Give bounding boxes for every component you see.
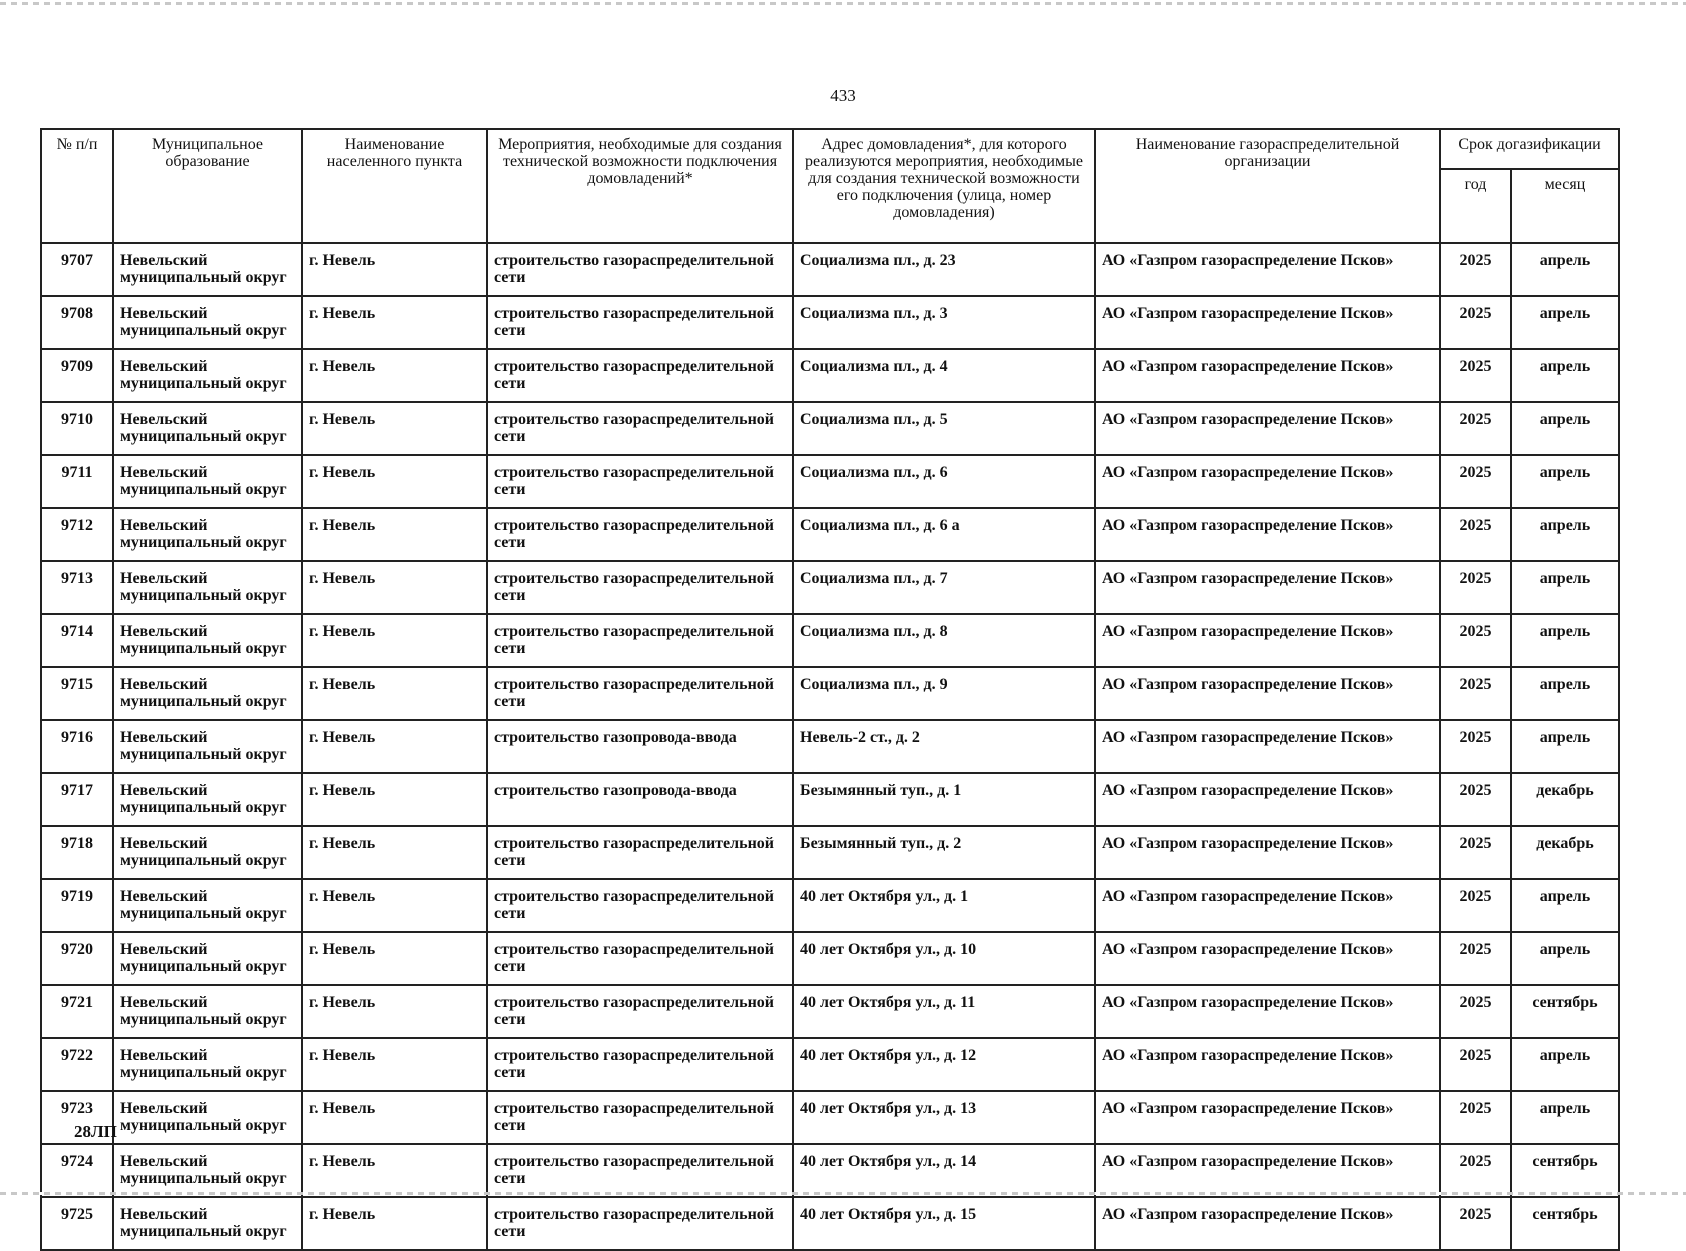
- header-month: месяц: [1511, 169, 1619, 243]
- address-cell: Социализма пл., д. 7: [793, 561, 1095, 614]
- table-row: [41, 1091, 1619, 1144]
- measure-cell: строительство газораспределительной сети: [487, 1091, 793, 1144]
- measure-cell: строительство газораспределительной сети: [487, 879, 793, 932]
- year-cell: 2025: [1440, 879, 1511, 932]
- row-number: 9712: [41, 508, 113, 561]
- gasification-table: [40, 128, 1620, 1251]
- table-row: [41, 614, 1619, 667]
- address-cell: 40 лет Октября ул., д. 1: [793, 879, 1095, 932]
- settlement-cell: г. Невель: [302, 826, 487, 879]
- row-number: 9711: [41, 455, 113, 508]
- year-cell: 2025: [1440, 296, 1511, 349]
- settlement-cell: г. Невель: [302, 243, 487, 296]
- settlement-cell: г. Невель: [302, 1091, 487, 1144]
- year-cell: 2025: [1440, 932, 1511, 985]
- month-cell: сентябрь: [1511, 985, 1619, 1038]
- municipality-cell: Невельский муниципальный округ: [113, 932, 302, 985]
- organization-cell: АО «Газпром газораспределение Псков»: [1095, 455, 1440, 508]
- month-cell: апрель: [1511, 402, 1619, 455]
- settlement-cell: г. Невель: [302, 932, 487, 985]
- month-cell: декабрь: [1511, 826, 1619, 879]
- municipality-cell: Невельский муниципальный округ: [113, 349, 302, 402]
- measure-cell: строительство газораспределительной сети: [487, 508, 793, 561]
- municipality-cell: Невельский муниципальный округ: [113, 1038, 302, 1091]
- month-cell: апрель: [1511, 614, 1619, 667]
- measure-cell: строительство газораспределительной сети: [487, 667, 793, 720]
- header-settlement: Наименование населенного пункта: [302, 129, 487, 243]
- row-number: 9720: [41, 932, 113, 985]
- settlement-cell: г. Невель: [302, 349, 487, 402]
- year-cell: 2025: [1440, 455, 1511, 508]
- table-row: [41, 508, 1619, 561]
- month-cell: апрель: [1511, 932, 1619, 985]
- organization-cell: АО «Газпром газораспределение Псков»: [1095, 614, 1440, 667]
- table-row: [41, 879, 1619, 932]
- address-cell: Социализма пл., д. 3: [793, 296, 1095, 349]
- organization-cell: АО «Газпром газораспределение Псков»: [1095, 296, 1440, 349]
- header-organization: Наименование газораспределительной организации: [1095, 129, 1440, 243]
- address-cell: 40 лет Октября ул., д. 10: [793, 932, 1095, 985]
- row-number: 9718: [41, 826, 113, 879]
- month-cell: сентябрь: [1511, 1144, 1619, 1197]
- address-cell: Социализма пл., д. 8: [793, 614, 1095, 667]
- measure-cell: строительство газораспределительной сети: [487, 1144, 793, 1197]
- year-cell: 2025: [1440, 667, 1511, 720]
- row-number: 9725: [41, 1197, 113, 1250]
- measure-cell: строительство газораспределительной сети: [487, 561, 793, 614]
- month-cell: апрель: [1511, 349, 1619, 402]
- settlement-cell: г. Невель: [302, 773, 487, 826]
- row-number: 9708: [41, 296, 113, 349]
- table-row: [41, 773, 1619, 826]
- month-cell: апрель: [1511, 1091, 1619, 1144]
- row-number: 9717: [41, 773, 113, 826]
- address-cell: Безымянный туп., д. 2: [793, 826, 1095, 879]
- address-cell: 40 лет Октября ул., д. 14: [793, 1144, 1095, 1197]
- municipality-cell: Невельский муниципальный округ: [113, 296, 302, 349]
- organization-cell: АО «Газпром газораспределение Псков»: [1095, 826, 1440, 879]
- address-cell: 40 лет Октября ул., д. 13: [793, 1091, 1095, 1144]
- year-cell: 2025: [1440, 349, 1511, 402]
- table-row: [41, 1038, 1619, 1091]
- year-cell: 2025: [1440, 402, 1511, 455]
- header-year: год: [1440, 169, 1511, 243]
- organization-cell: АО «Газпром газораспределение Псков»: [1095, 667, 1440, 720]
- header-no: № п/п: [41, 129, 113, 243]
- address-cell: 40 лет Октября ул., д. 12: [793, 1038, 1095, 1091]
- year-cell: 2025: [1440, 1144, 1511, 1197]
- measure-cell: строительство газораспределительной сети: [487, 826, 793, 879]
- year-cell: 2025: [1440, 720, 1511, 773]
- measure-cell: строительство газораспределительной сети: [487, 243, 793, 296]
- scan-edge-bottom: [0, 1192, 1686, 1195]
- row-number: 9721: [41, 985, 113, 1038]
- table-row: [41, 667, 1619, 720]
- municipality-cell: Невельский муниципальный округ: [113, 1197, 302, 1250]
- settlement-cell: г. Невель: [302, 1144, 487, 1197]
- settlement-cell: г. Невель: [302, 1038, 487, 1091]
- month-cell: апрель: [1511, 667, 1619, 720]
- month-cell: декабрь: [1511, 773, 1619, 826]
- table-row: [41, 561, 1619, 614]
- year-cell: 2025: [1440, 826, 1511, 879]
- table-header: [41, 129, 1619, 243]
- measure-cell: строительство газораспределительной сети: [487, 985, 793, 1038]
- address-cell: Безымянный туп., д. 1: [793, 773, 1095, 826]
- municipality-cell: Невельский муниципальный округ: [113, 561, 302, 614]
- measure-cell: строительство газопровода-ввода: [487, 720, 793, 773]
- month-cell: апрель: [1511, 296, 1619, 349]
- measure-cell: строительство газораспределительной сети: [487, 349, 793, 402]
- address-cell: Социализма пл., д. 6: [793, 455, 1095, 508]
- table-row: [41, 1144, 1619, 1197]
- municipality-cell: Невельский муниципальный округ: [113, 667, 302, 720]
- year-cell: 2025: [1440, 508, 1511, 561]
- address-cell: 40 лет Октября ул., д. 15: [793, 1197, 1095, 1250]
- address-cell: Социализма пл., д. 5: [793, 402, 1095, 455]
- organization-cell: АО «Газпром газораспределение Псков»: [1095, 720, 1440, 773]
- year-cell: 2025: [1440, 614, 1511, 667]
- year-cell: 2025: [1440, 243, 1511, 296]
- header-address: Адрес домовладения*, для которого реализуются мероприятия, необходимые для создания технической возможности его подключения (улица, номер домовладения): [793, 129, 1095, 243]
- row-number: 9710: [41, 402, 113, 455]
- settlement-cell: г. Невель: [302, 508, 487, 561]
- year-cell: 2025: [1440, 773, 1511, 826]
- measure-cell: строительство газораспределительной сети: [487, 402, 793, 455]
- table-row: [41, 243, 1619, 296]
- settlement-cell: г. Невель: [302, 561, 487, 614]
- organization-cell: АО «Газпром газораспределение Псков»: [1095, 773, 1440, 826]
- header-deadline: Срок догазификации: [1440, 129, 1619, 169]
- municipality-cell: Невельский муниципальный округ: [113, 1091, 302, 1144]
- organization-cell: АО «Газпром газораспределение Псков»: [1095, 932, 1440, 985]
- settlement-cell: г. Невель: [302, 1197, 487, 1250]
- measure-cell: строительство газораспределительной сети: [487, 1038, 793, 1091]
- month-cell: сентябрь: [1511, 1197, 1619, 1250]
- settlement-cell: г. Невель: [302, 667, 487, 720]
- address-cell: Невель-2 ст., д. 2: [793, 720, 1095, 773]
- month-cell: апрель: [1511, 243, 1619, 296]
- municipality-cell: Невельский муниципальный округ: [113, 1144, 302, 1197]
- page-number: 433: [830, 86, 856, 105]
- address-cell: Социализма пл., д. 9: [793, 667, 1095, 720]
- row-number: 9713: [41, 561, 113, 614]
- organization-cell: АО «Газпром газораспределение Псков»: [1095, 561, 1440, 614]
- table-body: [41, 243, 1619, 1250]
- settlement-cell: г. Невель: [302, 455, 487, 508]
- month-cell: апрель: [1511, 455, 1619, 508]
- scan-edge-top: [0, 2, 1686, 5]
- table-row: [41, 402, 1619, 455]
- table-row: [41, 455, 1619, 508]
- table-row: [41, 826, 1619, 879]
- address-cell: Социализма пл., д. 6 а: [793, 508, 1095, 561]
- row-number: 9719: [41, 879, 113, 932]
- municipality-cell: Невельский муниципальный округ: [113, 826, 302, 879]
- organization-cell: АО «Газпром газораспределение Псков»: [1095, 349, 1440, 402]
- organization-cell: АО «Газпром газораспределение Псков»: [1095, 1144, 1440, 1197]
- row-number: 9709: [41, 349, 113, 402]
- settlement-cell: г. Невель: [302, 296, 487, 349]
- table-row: [41, 932, 1619, 985]
- row-number: 9707: [41, 243, 113, 296]
- settlement-cell: г. Невель: [302, 614, 487, 667]
- row-number: 9724: [41, 1144, 113, 1197]
- year-cell: 2025: [1440, 1038, 1511, 1091]
- measure-cell: строительство газораспределительной сети: [487, 455, 793, 508]
- settlement-cell: г. Невель: [302, 985, 487, 1038]
- address-cell: Социализма пл., д. 23: [793, 243, 1095, 296]
- measure-cell: строительство газораспределительной сети: [487, 296, 793, 349]
- month-cell: апрель: [1511, 561, 1619, 614]
- settlement-cell: г. Невель: [302, 402, 487, 455]
- organization-cell: АО «Газпром газораспределение Псков»: [1095, 1091, 1440, 1144]
- organization-cell: АО «Газпром газораспределение Псков»: [1095, 1038, 1440, 1091]
- settlement-cell: г. Невель: [302, 879, 487, 932]
- measure-cell: строительство газопровода-ввода: [487, 773, 793, 826]
- table-row: [41, 296, 1619, 349]
- row-number: 9715: [41, 667, 113, 720]
- month-cell: апрель: [1511, 879, 1619, 932]
- table-row: [41, 985, 1619, 1038]
- year-cell: 2025: [1440, 985, 1511, 1038]
- municipality-cell: Невельский муниципальный округ: [113, 508, 302, 561]
- header-municipality: Муниципальное образование: [113, 129, 302, 243]
- municipality-cell: Невельский муниципальный округ: [113, 402, 302, 455]
- organization-cell: АО «Газпром газораспределение Псков»: [1095, 1197, 1440, 1250]
- municipality-cell: Невельский муниципальный округ: [113, 879, 302, 932]
- measure-cell: строительство газораспределительной сети: [487, 614, 793, 667]
- row-number: 9722: [41, 1038, 113, 1091]
- month-cell: апрель: [1511, 1038, 1619, 1091]
- municipality-cell: Невельский муниципальный округ: [113, 455, 302, 508]
- settlement-cell: г. Невель: [302, 720, 487, 773]
- row-number: 9716: [41, 720, 113, 773]
- municipality-cell: Невельский муниципальный округ: [113, 985, 302, 1038]
- organization-cell: АО «Газпром газораспределение Псков»: [1095, 402, 1440, 455]
- municipality-cell: Невельский муниципальный округ: [113, 614, 302, 667]
- table-row: [41, 349, 1619, 402]
- month-cell: апрель: [1511, 508, 1619, 561]
- header-measures: Мероприятия, необходимые для создания технической возможности подключения домовладений*: [487, 129, 793, 243]
- organization-cell: АО «Газпром газораспределение Псков»: [1095, 985, 1440, 1038]
- municipality-cell: Невельский муниципальный округ: [113, 243, 302, 296]
- table-row: [41, 1197, 1619, 1250]
- municipality-cell: Невельский муниципальный округ: [113, 773, 302, 826]
- measure-cell: строительство газораспределительной сети: [487, 1197, 793, 1250]
- year-cell: 2025: [1440, 1091, 1511, 1144]
- year-cell: 2025: [1440, 1197, 1511, 1250]
- organization-cell: АО «Газпром газораспределение Псков»: [1095, 243, 1440, 296]
- organization-cell: АО «Газпром газораспределение Псков»: [1095, 879, 1440, 932]
- address-cell: Социализма пл., д. 4: [793, 349, 1095, 402]
- measure-cell: строительство газораспределительной сети: [487, 932, 793, 985]
- month-cell: апрель: [1511, 720, 1619, 773]
- organization-cell: АО «Газпром газораспределение Псков»: [1095, 508, 1440, 561]
- table-row: [41, 720, 1619, 773]
- address-cell: 40 лет Октября ул., д. 11: [793, 985, 1095, 1038]
- municipality-cell: Невельский муниципальный округ: [113, 720, 302, 773]
- year-cell: 2025: [1440, 561, 1511, 614]
- row-number: 9714: [41, 614, 113, 667]
- footer-code: 28ЛП: [74, 1122, 117, 1141]
- row-number: 9723: [41, 1091, 113, 1144]
